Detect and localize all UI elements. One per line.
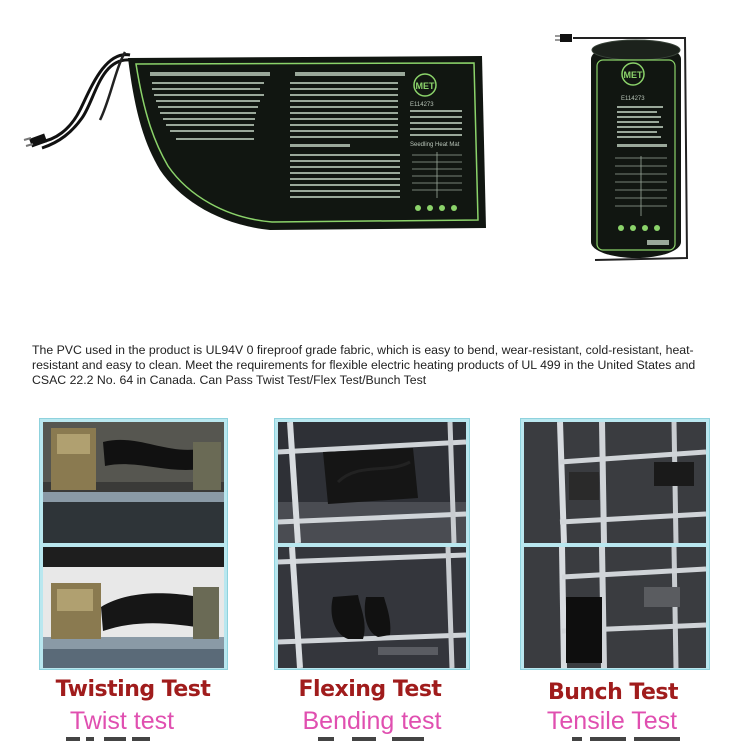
heat-mat-photo (20, 30, 490, 240)
svg-text:MET: MET (623, 70, 643, 80)
twisting-test-photo-top (43, 422, 224, 543)
twisting-test-title: Twisting Test (55, 677, 211, 702)
twisting-test-photo (39, 418, 228, 670)
flexing-test-subtitle: Bending test (302, 707, 442, 735)
met-logo: MET (415, 81, 435, 91)
flexing-test-title: Flexing Test (298, 677, 442, 702)
mat-product-name: Seedling Heat Mat (410, 142, 460, 148)
svg-text:E114273: E114273 (621, 96, 645, 102)
mat-cert-number: E114273 (410, 102, 434, 108)
bunch-test-photo-top (524, 422, 706, 543)
bunch-test-subtitle: Tensile Test (546, 707, 678, 735)
rolled-heat-mat-photo (555, 28, 705, 273)
flexing-test-photo-bottom (278, 547, 466, 668)
flexing-test-photo (274, 418, 470, 670)
bunch-test-photo-bottom (524, 547, 706, 668)
twisting-test-photo-bottom (43, 547, 224, 668)
cropped-text-fragments (0, 735, 739, 741)
bunch-test-photo (520, 418, 710, 670)
bunch-test-title: Bunch Test (547, 680, 679, 705)
twisting-test-subtitle: Twist test (69, 707, 175, 735)
product-description: The PVC used in the product is UL94V 0 fireproof grade fabric, which is easy to bend, wear-resistant, cold-resistant, heat-resistant and easy to clean. Meet the requirements for flexible electric heating products of UL 499 in the United States and CSAC 22.2 No. 64 in Canada. Can Pass Twist Test/Flex Test/Bunch Test (32, 343, 696, 387)
flexing-test-photo-top (278, 422, 466, 543)
